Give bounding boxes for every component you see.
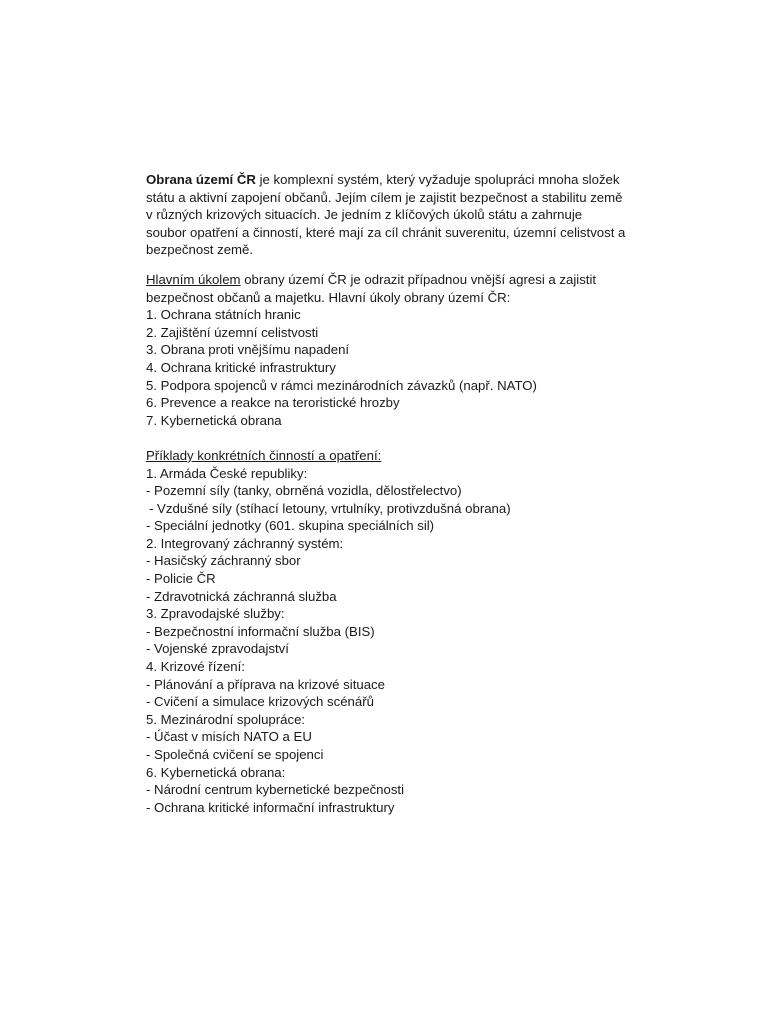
example-item: - Národní centrum kybernetické bezpečnosti bbox=[146, 782, 405, 798]
main-task-underlined: Hlavním úkolem bbox=[146, 271, 241, 287]
example-item: - Ochrana kritické informační infrastruktury bbox=[146, 799, 395, 815]
example-item: - Bezpečnostní informační služba (BIS) bbox=[146, 623, 375, 639]
document-body bbox=[146, 171, 626, 816]
tasks-list bbox=[146, 306, 626, 429]
example-item: - Vzdušné síly (stíhací letouny, vrtulníky, protivzdušná obrana) bbox=[149, 500, 511, 516]
example-item: - Účast v misích NATO a EU bbox=[146, 729, 312, 745]
example-item: - Pozemní síly (tanky, obrněná vozidla, dělostřelectvo) bbox=[146, 483, 462, 499]
examples-list bbox=[146, 465, 626, 817]
main-task-text: obrany území ČR je odrazit případnou vnější agresi a zajistit bezpečnost občanů a majetku. Hlavní úkoly obrany území ČR: bbox=[146, 271, 597, 305]
example-item: 5. Mezinárodní spolupráce: bbox=[146, 711, 306, 727]
task-item: 6. Prevence a reakce na teroristické hrozby bbox=[146, 395, 400, 411]
example-item: - Cvičení a simulace krizových scénářů bbox=[146, 694, 374, 710]
examples-heading: Příklady konkrétních činností a opatření: bbox=[146, 447, 382, 463]
example-item: - Hasičský záchranný sbor bbox=[146, 553, 301, 569]
intro-paragraph bbox=[146, 171, 626, 259]
example-item: 1. Armáda České republiky: bbox=[146, 465, 308, 481]
task-item: 2. Zajištění územní celistvosti bbox=[146, 324, 319, 340]
example-item: - Vojenské zpravodajství bbox=[146, 641, 289, 657]
intro-text: je komplexní systém, který vyžaduje spolupráci mnoha složek státu a aktivní zapojení občanů. Jejím cílem je zajistit bezpečnost a stabilitu země v různých krizových situacích. Je jedním z klíčových úkolů státu a zahrnuje soubor opatření a činností, které mají za cíl chránit suverenitu, územní celistvost a bezpečnost země. bbox=[146, 172, 626, 258]
example-item: 3. Zpravodajské služby: bbox=[146, 606, 285, 622]
task-item: 4. Ochrana kritické infrastruktury bbox=[146, 359, 336, 375]
blank-line bbox=[146, 429, 626, 447]
task-item: 1. Ochrana státních hranic bbox=[146, 307, 301, 323]
example-item: - Plánování a příprava na krizové situace bbox=[146, 676, 385, 692]
task-item: 5. Podpora spojenců v rámci mezinárodních závazků (např. NATO) bbox=[146, 377, 537, 393]
example-item: - Speciální jednotky (601. skupina speciálních sil) bbox=[146, 518, 435, 534]
task-item: 7. Kybernetická obrana bbox=[146, 412, 282, 428]
intro-bold-term: Obrana území ČR bbox=[146, 172, 256, 187]
example-item: - Společná cvičení se spojenci bbox=[146, 747, 324, 762]
example-item: 4. Krizové řízení: bbox=[146, 659, 245, 675]
example-item: - Policie ČR bbox=[146, 571, 216, 587]
task-item: 3. Obrana proti vnějšímu napadení bbox=[146, 342, 350, 358]
example-item: - Zdravotnická záchranná služba bbox=[146, 588, 337, 604]
main-task-paragraph bbox=[146, 271, 626, 306]
example-item: 6. Kybernetická obrana: bbox=[146, 764, 286, 780]
example-item: 2. Integrovaný záchranný systém: bbox=[146, 535, 344, 551]
